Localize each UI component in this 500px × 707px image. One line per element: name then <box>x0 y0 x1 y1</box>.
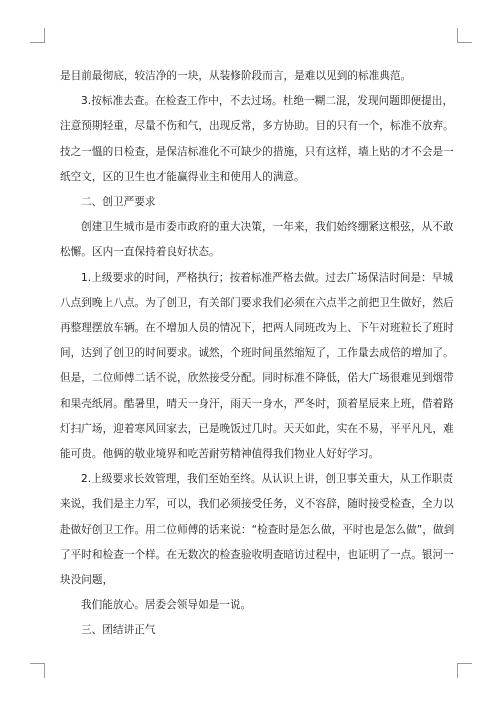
text-line: 二、创卫严要求 <box>81 196 156 209</box>
text-line: 间，达到了创卫的时间要求。诚然，个班时间虽然缩短了，工作量去成倍的增加了。 <box>60 347 454 360</box>
paragraph <box>60 64 445 89</box>
text-line: 注意预期轻重，尽量不伤和气，出现反常，多方协助。目的只有一个，标准不放弃。 <box>60 120 454 133</box>
text-line: 八点到晚上八点。为了创卫，有关部门要求我们必须在六点半之前把卫生做好，然后 <box>60 296 454 309</box>
paragraph <box>60 215 454 265</box>
text-line: 3.按标准去查。在检查工作中，不去过场。杜绝一糊二混，发现问题即便提出， <box>81 95 454 108</box>
crop-mark-top-left <box>30 28 45 43</box>
text-line: 赴做好创卫工作。用二位师傅的话来说：“检查时是怎么做，平时也是怎么做”，做到 <box>60 523 455 536</box>
text-line: 我们能放心。居委会领导如是一说。 <box>81 599 252 612</box>
paragraph <box>60 593 445 618</box>
text-line: 灯扫广场，迎着寒风回家去，已是晚饭过几时。天天如此，实在不易，平平凡凡，难 <box>60 422 454 435</box>
section-heading <box>60 618 445 643</box>
crop-mark-bottom-left <box>30 663 45 678</box>
text-line: 再整理摆放车辆。在不增加人员的情况下，把两人同班改为上、下午对班粒长了班时 <box>60 322 454 335</box>
text-line: 技之一慍的日检查，是保洁标准化不可缺少的措施，只有这样，墙上贴的才不会是一 <box>60 145 454 158</box>
paragraph <box>60 266 454 468</box>
section-heading <box>60 190 445 215</box>
paragraph <box>60 467 455 593</box>
text-line: 和果壳纸屑。酷暑里，晴天一身汗，雨天一身水，严冬时，顶着星辰来上班，借着路 <box>60 397 454 410</box>
crop-mark-bottom-right <box>457 663 472 678</box>
text-line: 创建卫生城市是市委市政府的重大决策，一年来，我们始终绷紧这根弦，从不敢 <box>81 221 454 234</box>
crop-mark-top-right <box>457 28 472 43</box>
text-line: 是目前最彻底，较洁净的一块，从装修阶段而言，是难以见到的标准典范。 <box>60 70 412 82</box>
paragraph <box>60 89 454 190</box>
text-line: 了平时和检查一个样。在无数次的检查验收明查暗访过程中，也证明了一点。银河一 <box>60 548 454 561</box>
document-body <box>60 64 455 644</box>
text-line: 三、团结讲正气 <box>81 624 156 637</box>
text-line: 但是，二位师傅二话不说，欣然接受分配。同时标准不降低，偌大广场很难见到烟带 <box>60 372 454 385</box>
text-line: 2.上级要求长效管理，我们至始至终。从认识上讲，创卫事关重大，从工作职责 <box>81 473 454 486</box>
text-line: 1.上级要求的时间，严格执行；按着标准严格去做。过去广场保洁时间是：早城 <box>81 271 454 284</box>
text-line: 纸空文，区的卫生也才能赢得业主和使用人的满意。 <box>60 170 305 183</box>
text-line: 能可贵。他俩的敬业境界和吃苦耐劳精神值得我们物业人好好学习。 <box>60 448 380 461</box>
text-line: 来说，我们是主力军，可以，我们必须接受任务，义不容辞，随时接受检查，全力以 <box>60 498 454 511</box>
text-line: 松懈。区内一直保持着良好状态。 <box>60 246 220 259</box>
text-line: 块没问题， <box>60 574 114 587</box>
